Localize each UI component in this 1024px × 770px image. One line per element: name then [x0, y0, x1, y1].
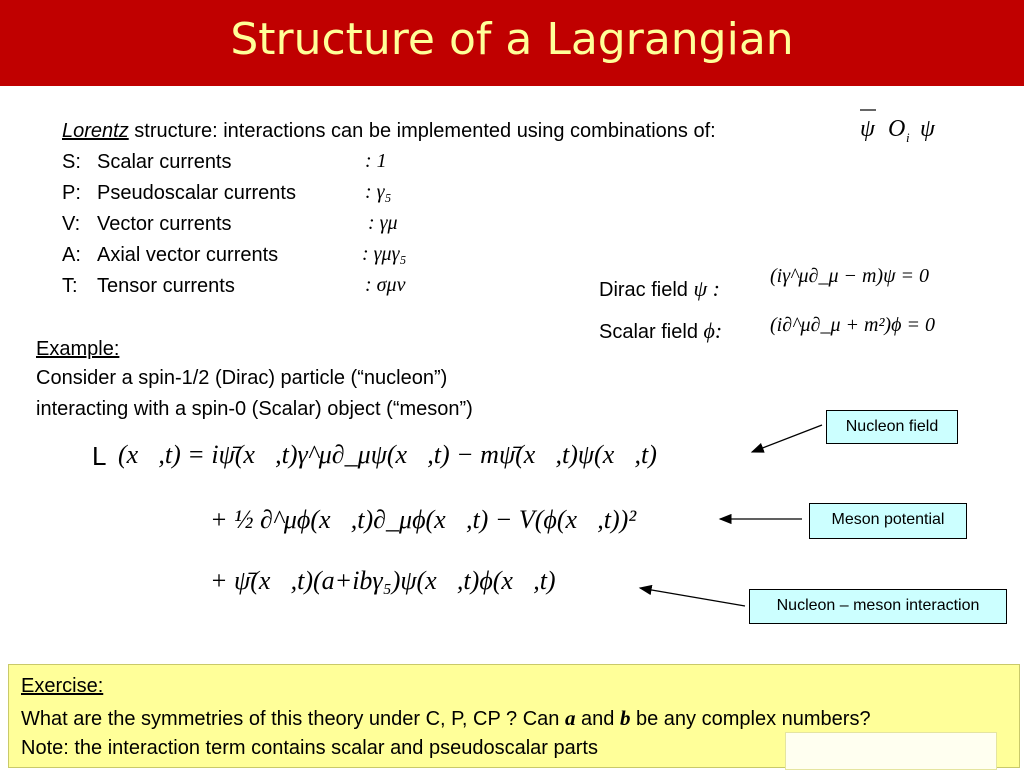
current-name: Pseudoscalar currents — [97, 182, 296, 204]
lagrangian-row-1: (x⃗,t) = iψ̄(x⃗,t)γ^μ∂_μψ(x⃗,t) − mψ̄(x⃗,t)ψ(x⃗,t) — [118, 440, 657, 469]
svg-text:i: i — [906, 130, 910, 145]
exercise-question: What are the symmetries of this theory under C, P, CP ? Can a and b be any complex numbers? — [21, 706, 871, 730]
svg-text:ψ: ψ — [860, 116, 875, 142]
scalar-field-label: Scalar field ϕ: — [599, 318, 723, 343]
current-name: Axial vector currents — [97, 244, 279, 266]
dirac-equation: (iγ^μ∂_μ − m)ψ = 0 — [770, 265, 930, 287]
param-b: b — [619, 706, 631, 730]
svg-text:ψ: ψ — [920, 116, 935, 142]
lorentz-word: Lorentz — [62, 120, 129, 142]
exercise-box — [8, 664, 1020, 768]
current-op: : γμγ₅ — [362, 243, 407, 265]
current-name: Tensor currents — [97, 275, 235, 297]
current-op: : γμ — [368, 212, 398, 234]
current-key: T: — [62, 275, 78, 297]
scalar-equation: (i∂^μ∂_μ + m²)ϕ = 0 — [770, 314, 935, 336]
callout-interaction: Nucleon – meson interaction — [749, 589, 1007, 624]
arrow-interaction — [640, 588, 745, 606]
current-key: A: — [62, 244, 81, 266]
current-name: Vector currents — [97, 213, 232, 235]
exercise-note: Note: the interaction term contains scalar and pseudoscalar parts — [21, 737, 598, 759]
current-op: : γ₅ — [365, 181, 392, 203]
arrow-nucleon — [752, 425, 822, 452]
current-key: V: — [62, 213, 81, 235]
lagrangian-row-3: + ψ̄(x⃗,t)(a+ibγ₅)ψ(x⃗,t)ϕ(x⃗,t) — [210, 566, 556, 595]
current-op: : 1 — [365, 150, 387, 172]
dirac-field-label: Dirac field ψ : — [599, 276, 720, 301]
psi-symbol: ψ : — [693, 276, 720, 301]
current-name: Scalar currents — [97, 151, 232, 173]
svg-text:O: O — [888, 116, 906, 142]
current-op: : σμν — [365, 274, 406, 296]
page-title: Structure of a Lagrangian — [230, 14, 794, 65]
example-line: interacting with a spin-0 (Scalar) object (“meson”) — [36, 398, 473, 420]
exercise-heading: Exercise: — [21, 675, 104, 697]
example-heading: Example: — [36, 338, 120, 360]
lorentz-text: structure: interactions can be implemented using combinations of: — [128, 120, 716, 142]
lagrangian-symbol: L — [92, 441, 107, 471]
callout-meson-potential: Meson potential — [809, 503, 967, 539]
phi-symbol: ϕ: — [703, 318, 723, 343]
current-key: S: — [62, 151, 81, 173]
example-line: Consider a spin-1/2 (Dirac) particle (“nucleon”) — [36, 367, 448, 389]
callout-nucleon-field: Nucleon field — [826, 410, 958, 444]
param-a: a — [564, 706, 576, 730]
lagrangian-row-2: + ½ ∂^μϕ(x⃗,t)∂_μϕ(x⃗,t) − V(ϕ(x⃗,t))² — [210, 505, 637, 534]
current-key: P: — [62, 182, 81, 204]
blank-box — [785, 732, 997, 770]
